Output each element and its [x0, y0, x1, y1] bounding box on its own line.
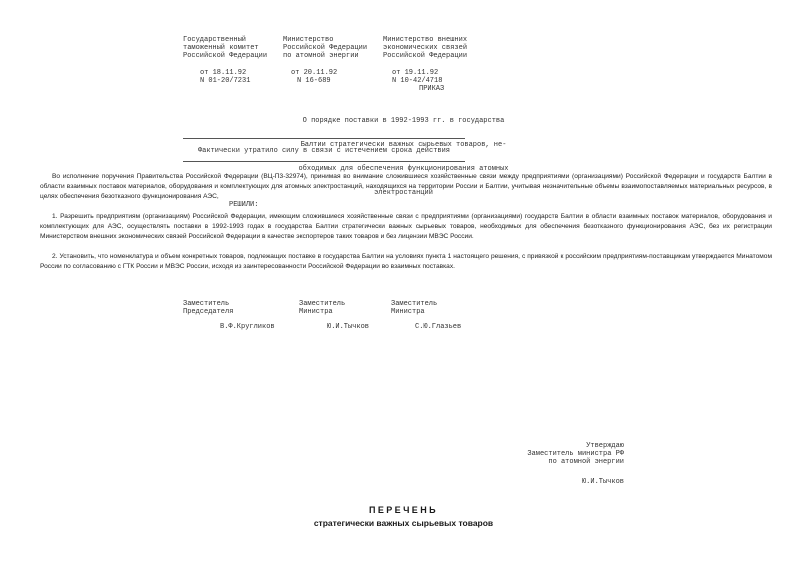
reg-date: от 18.11.92 — [200, 69, 247, 77]
approval-line: по атомной энергии — [548, 458, 624, 466]
reg-date: от 19.11.92 — [392, 69, 439, 77]
issuer-line: Министерство внешних — [383, 36, 468, 44]
issuer-line: экономических связей — [383, 44, 468, 52]
issuer-atom — [283, 36, 367, 60]
signatory-name: Ю.И.Тычков — [327, 323, 370, 331]
point-2-text: 2. Установить, что номенклатура и объем конкретных товаров, подлежащих поставке в государства Балтии на условиях пункта 1 настоящего решения, с привязкой к российским предприятиям-поставщикам утверждается Минатомом России по согласованию с ГТК России и МВЭС России, исходя из заинтересованности Российской Федерации во взаимных поставках. — [40, 253, 772, 270]
reg-number: N 10-42/4718 — [392, 77, 443, 85]
reg-foreign-econ — [392, 69, 442, 85]
decided-label: РЕШИЛИ: — [229, 201, 259, 209]
issuer-customs — [183, 36, 267, 60]
subject-line: О порядке поставки в 1992-1993 гг. в государства — [302, 117, 505, 125]
signatory-title: Министра — [299, 308, 333, 316]
point-2 — [40, 252, 772, 272]
issuer-line: Российской Федерации — [383, 52, 468, 60]
reg-atom — [291, 69, 337, 85]
signatory-title: Заместитель — [299, 300, 346, 308]
issuer-line: Государственный — [183, 36, 247, 44]
point-1-text: 1. Разрешить предприятиям (организациям) Российской Федерации, имеющим сложившиеся хозяйственные связи с предприятиями (организациями) государств Балтии в области взаимных поставок материалов, оборудования и комплектующих для АЭС, осуществлять поставки в 1992-1993 годах в государства Балтии стратегически важных сырьевых товаров, необходимых для обеспечения безотказного функционирования АЭС, без их регистрации Министерством внешних экономических связей Российской Федерации в качестве экспортеров таких товаров и без лицензии МВЭС России. — [40, 213, 772, 240]
reg-customs — [200, 69, 250, 85]
issuer-foreign-econ — [383, 36, 467, 60]
approval-line: Утверждаю — [586, 442, 624, 450]
signatory-title: Заместитель — [391, 300, 438, 308]
subject-line: электростанций — [374, 189, 433, 197]
reg-number: N 16-689 — [297, 77, 331, 85]
signatory-name: В.Ф.Кругликов — [220, 323, 275, 331]
list-subtitle: стратегически важных сырьевых товаров — [313, 518, 494, 528]
preamble — [40, 172, 772, 202]
approval-name: Ю.И.Тычков — [581, 478, 624, 486]
subject-line: обходимых для обеспечения функционирования атомных — [298, 165, 509, 173]
reg-date: от 20.11.92 — [291, 69, 338, 77]
signatory-customs — [183, 300, 275, 331]
issuer-line: по атомной энергии — [283, 52, 359, 60]
issuer-line: Российской Федерации — [183, 52, 268, 60]
signatory-title: Председателя — [183, 308, 234, 316]
issuer-line: Министерство — [283, 36, 334, 44]
reg-number: N 01-20/7231 — [200, 77, 251, 85]
signatory-title: Министра — [391, 308, 425, 316]
signatory-foreign-econ — [391, 300, 461, 331]
signatory-title: Заместитель — [183, 300, 230, 308]
divider-top — [183, 138, 465, 139]
doc-type: ПРИКАЗ — [419, 85, 445, 93]
issuer-line: Российской Федерации — [283, 44, 368, 52]
status-note: Фактически утратило силу в связи с истечением срока действия — [197, 147, 451, 155]
issuer-line: таможенный комитет — [183, 44, 259, 52]
preamble-text: Во исполнение поручения Правительства Российской Федерации (ВЦ-П3-32974), принимая во внимание сложившиеся хозяйственные связи между предприятиями (организациями) Российской Федерации и государств Балтии в области взаимных поставок материалов, оборудования и комплектующих для атомных электростанций, находящихся на территории России и Балтии, учитывая незначительные объемы взаимопоставляемых материальных ресурсов, в целях обеспечения безотказного функционирования АЭС, — [40, 173, 772, 200]
subject-line: Балтии стратегически важных сырьевых товаров, не- — [300, 141, 507, 149]
signatory-name: С.Ю.Глазьев — [415, 323, 462, 331]
approval-line: Заместитель министра РФ — [527, 450, 624, 458]
signatory-atom — [299, 300, 369, 331]
list-title: ПЕРЕЧЕНЬ — [369, 505, 438, 515]
point-1 — [40, 212, 772, 242]
divider-bottom — [183, 161, 465, 162]
approval-block — [527, 442, 624, 486]
